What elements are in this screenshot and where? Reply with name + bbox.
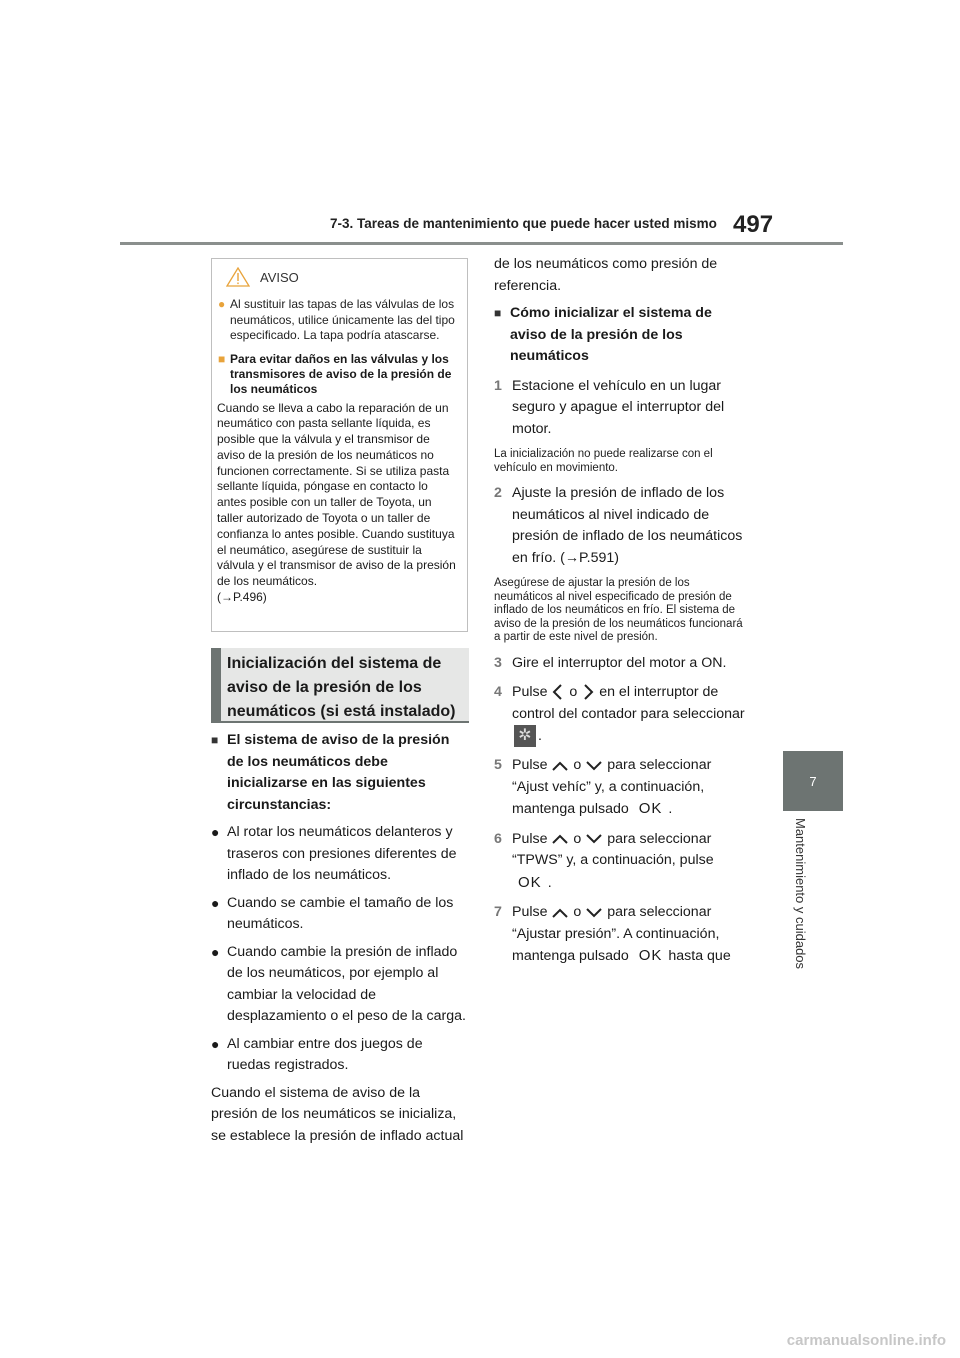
list-item-text: Al cambiar entre dos juegos de ruedas registrados. [227, 1035, 423, 1073]
square-bullet-icon: ■ [218, 351, 226, 366]
chapter-tab [783, 751, 843, 811]
step-text-part: Pulse [512, 684, 548, 700]
step-text-part: . [547, 874, 552, 891]
left-paragraph: Cuando el sistema de aviso de la presión de los neumáticos se inicializa, se establece la presión de inflado actual [211, 1084, 464, 1144]
ok-button-icon: OK [638, 947, 663, 965]
step-text-part: Pulse [512, 904, 548, 921]
step-text-part: Pulse [512, 757, 548, 774]
step-number: 5 [494, 757, 502, 774]
step-text-part: en el interruptor de control del contador para seleccionar [512, 684, 745, 722]
chevron-up-icon [551, 833, 569, 845]
step-text: Ajuste la presión de inflado de los neumáticos al nivel indicado de presión de inflado de los neumáticos en frío. (→P.591) [512, 485, 743, 566]
step-number: 6 [494, 830, 502, 847]
list-item [211, 822, 467, 887]
left-subheading [211, 730, 467, 816]
section-heading-box [211, 648, 469, 723]
ok-button-icon: OK [638, 800, 663, 818]
warning-heading: AVISO [260, 269, 299, 285]
list-item-text: Cuando se cambie el tamaño de los neumáticos. [227, 894, 454, 932]
step-text: Gire el interruptor del motor a ON. [512, 654, 727, 671]
right-subheading-text: Cómo inicializar el sistema de aviso de la presión de los neumáticos [510, 305, 712, 364]
list-item [211, 893, 467, 936]
chevron-up-icon [551, 907, 569, 919]
step-text-part: o [569, 684, 578, 700]
step-text [512, 682, 750, 747]
warning-ref-link[interactable]: (→P.496) [217, 590, 267, 605]
right-subheading [494, 303, 750, 368]
right-column [494, 254, 750, 968]
step-text-part: . [538, 727, 542, 744]
step-number: 2 [494, 485, 502, 501]
square-bullet-icon: ■ [211, 733, 219, 747]
list-item-text: Cuando cambie la presión de inflado de los neumáticos, por ejemplo al cambiar la velocidad de desplazamiento o el peso de la carga. [227, 943, 466, 1024]
chevron-down-icon [585, 833, 603, 845]
gear-icon: ✲ [514, 725, 536, 747]
step-number: 1 [494, 377, 502, 394]
section-heading: Inicialización del sistema de aviso de la presión de los neumáticos (si está instalado) [227, 655, 456, 720]
step-text-part: o [573, 830, 582, 847]
chevron-left-icon [551, 683, 565, 701]
warning-item-text: Al sustituir las tapas de las válvulas de los neumáticos, utilice únicamente las del tipo especificado. La tapa podría atascarse. [230, 297, 455, 342]
chapter-number: 7 [809, 773, 817, 789]
step-text [512, 829, 750, 895]
left-subheading-text: El sistema de aviso de la presión de los neumáticos debe inicializarse en las siguientes circunstancias: [227, 732, 450, 813]
footer [0, 1326, 960, 1358]
continuation-text: de los neumáticos como presión de referencia. [494, 256, 718, 294]
step-text [512, 902, 750, 968]
dot-bullet-icon: ● [211, 1035, 220, 1052]
chapter-title: Mantenimiento y cuidados [793, 818, 808, 970]
footer-watermark: carmanualsonline.info [786, 1332, 946, 1349]
chevron-down-icon [585, 760, 603, 772]
step-1-note: La inicialización no puede realizarse con el vehículo en movimiento. [494, 448, 713, 474]
ok-button-icon: OK [518, 873, 542, 891]
step-text-part: para seleccionar “Ajust vehíc” y, a continuación, mantenga pulsado [512, 757, 712, 818]
square-bullet-icon: ■ [494, 306, 502, 320]
step-number: 7 [494, 904, 502, 921]
warning-triangle-icon [226, 267, 250, 287]
step-3 [494, 653, 750, 675]
step-text-part: . [668, 801, 673, 818]
dot-bullet-icon: ● [211, 894, 220, 911]
list-item [211, 1034, 467, 1077]
step-text-part: para seleccionar “TPWS” y, a continuación, pulse [512, 830, 714, 869]
warning-header [212, 259, 467, 289]
circle-bullet-icon: ● [218, 297, 226, 311]
warning-box [211, 258, 468, 632]
dot-bullet-icon: ● [211, 824, 220, 840]
warning-body [212, 397, 467, 606]
step-1 [494, 376, 750, 441]
step-6 [494, 829, 750, 895]
step-text-part: o [573, 904, 582, 921]
chevron-up-icon [551, 760, 569, 772]
step-text [512, 755, 750, 821]
list-item-text: Al rotar los neumáticos delanteros y traseros con presiones diferentes de inflado de los neumáticos. [227, 824, 457, 883]
step-text-part: hasta que [668, 948, 731, 965]
warning-item [212, 289, 467, 344]
step-number: 4 [494, 684, 502, 700]
warning-subheading [212, 344, 467, 397]
dot-bullet-icon: ● [211, 943, 220, 960]
chevron-down-icon [585, 907, 603, 919]
step-5 [494, 755, 750, 821]
step-text-part: Pulse [512, 830, 548, 847]
chevron-right-icon [581, 683, 595, 701]
step-4 [494, 682, 750, 747]
warning-subheading-text: Para evitar daños en las válvulas y los transmisores de aviso de la presión de los neumáticos [230, 351, 452, 396]
list-item [211, 942, 467, 1028]
step-7 [494, 902, 750, 968]
warning-body-text: Cuando se lleva a cabo la reparación de un neumático con pasta sellante líquida, es posible que la válvula y el transmisor de aviso de la presión de los neumáticos no funcionen correctamente. Si se utiliza pasta sellante líquida, póngase en contacto lo antes posible con un taller de Toyota, un taller autorizado de Toyota o un taller de confianza lo antes posible. Cuando sustituya el neumático, asegúrese de sustituir la válvula y el transmisor de aviso de la presión de los neumáticos. [217, 400, 456, 589]
page-number: 497 [733, 211, 774, 238]
header-rule [120, 242, 843, 245]
step-number: 3 [494, 654, 502, 671]
step-2 [494, 483, 750, 569]
step-text-part: para seleccionar “Ajustar presión”. A continuación, mantenga pulsado [512, 904, 720, 965]
step-2-note: Asegúrese de ajustar la presión de los neumáticos al nivel especificado de presión de inflado de los neumáticos en frío. El sistema de aviso de la presión de los neumáticos funcionará a partir de este nivel de presión. [494, 577, 743, 643]
step-text: Estacione el vehículo en un lugar seguro y apague el interruptor del motor. [512, 377, 725, 437]
left-column [211, 730, 467, 1147]
section-title: 7-3. Tareas de mantenimiento que puede hacer usted mismo [330, 216, 717, 231]
step-text-part: o [573, 757, 582, 774]
